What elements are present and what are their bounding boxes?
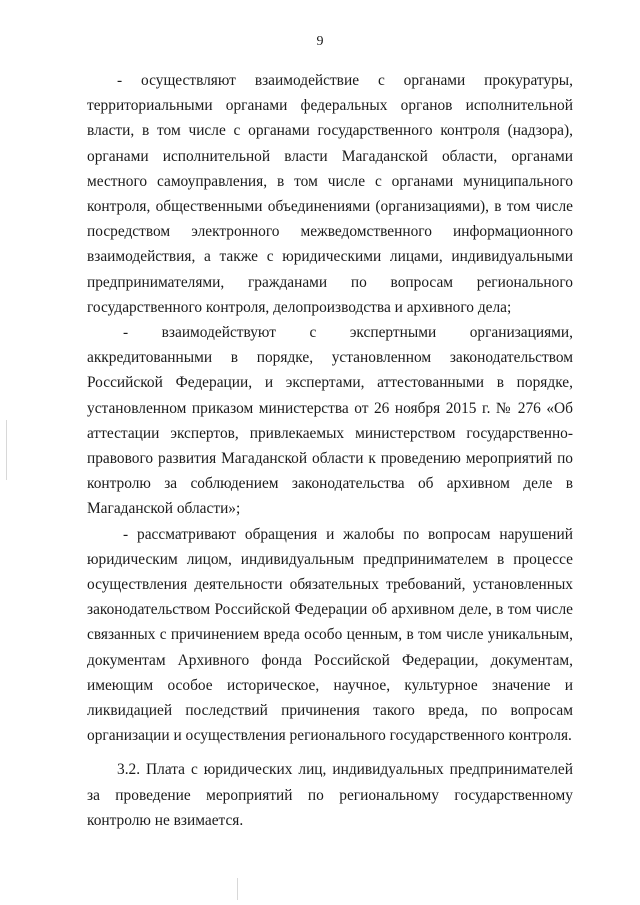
paragraph-expert-organizations: - взаимодействуют с экспертными организациями, аккредитованными в порядке, установленном законодательством Российской Федерации, и экспертами, аттестованными в порядке, установленном приказом министерства от 26 ноября 2015 г. № 276 «Об аттестации экспертов, привлекаемых министерством государственно-правового развития Магаданской области к проведению мероприятий по контролю за соблюдением законодательства об архивном деле в Магаданской области»; — [87, 324, 573, 518]
page-number: 9 — [316, 34, 324, 49]
paragraph-interaction-bodies: - осуществляют взаимодействие с органами прокуратуры, территориальными органами федеральных органов исполнительной власти, в том числе с органами государственного контроля (надзора), органами исполнительной власти Магаданской области, органами местного самоуправления, в том числе с органами муниципального контроля, общественными объединениями (организациями), в том числе посредством электронного межведомственного информационного взаимодействия, а также с юридическими лицами, индивидуальными предпринимателями, гражданами по вопросам регионального государственного контроля, делопроизводства и архивного дела; — [87, 72, 573, 316]
scan-artifact-line — [6, 420, 7, 480]
paragraph-fee-clause: 3.2. Плата с юридических лиц, индивидуальных предпринимателей за проведение мероприятий по региональному государственному контролю не взимается. — [87, 761, 573, 829]
paragraph-complaints-review: - рассматривают обращения и жалобы по вопросам нарушений юридическим лицом, индивидуальным предпринимателем в процессе осуществления деятельности обязательных требований, установленных законодательством Российской Федерации об архивном деле, в том числе связанных с причинением вреда особо ценным, в том числе уникальным, документам Архивного фонда Российской Федерации, документам, имеющим особое историческое, научное, культурное значение и ликвидацией последствий причинения такого вреда, по вопросам организации и осуществления регионального государственного контроля. — [87, 525, 573, 745]
scan-artifact-line — [237, 878, 238, 900]
document-body — [87, 68, 573, 833]
